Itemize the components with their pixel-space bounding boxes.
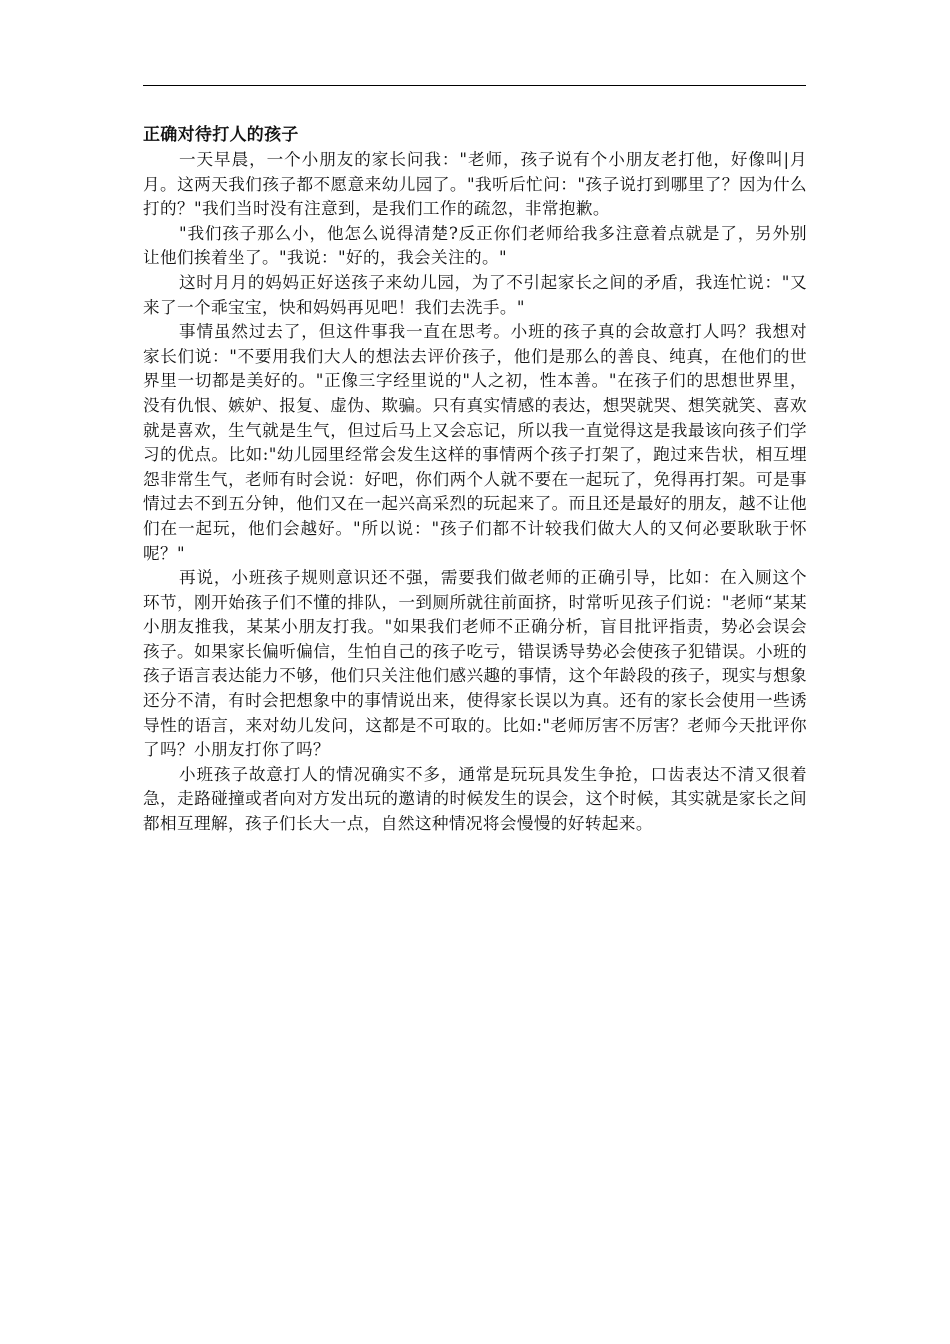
document-body: [143, 122, 807, 837]
paragraph-5: 再说，小班孩子规则意识还不强，需要我们做老师的正确引导，比如：在入厕这个环节，刚开始孩子们不懂的排队，一到厕所就往前面挤，时常听见孩子们说："老师“某某小朋友推我，某某小朋友打我。"如果我们老师不正确分析，盲目批评指责，势必会误会孩子。如果家长偏听偏信，生怕自己的孩子吃亏，错误诱导势必会使孩子犯错误。小班的孩子语言表达能力不够，他们只关注他们感兴趣的事情，这个年龄段的孩子，现实与想象还分不清，有时会把想象中的事情说出来，使得家长误以为真。还有的家长会使用一些诱导性的语言，来对幼儿发问，这都是不可取的。比如:"老师厉害不厉害？老师今天批评你了吗？小朋友打你了吗？: [143, 568, 807, 760]
paragraph-6: 小班孩子故意打人的情况确实不多，通常是玩玩具发生争抢，口齿表达不清又很着急，走路碰撞或者向对方发出玩的邀请的时候发生的误会，这个时候，其实就是家长之间都相互理解，孩子们长大一点，自然这种情况将会慢慢的好转起来。: [143, 764, 807, 834]
header-rule: [143, 85, 806, 86]
paragraph-4: 事情虽然过去了，但这件事我一直在思考。小班的孩子真的会故意打人吗？我想对家长们说："不要用我们大人的想法去评价孩子，他们是那么的善良、纯真，在他们的世界里一切都是美好的。"正像三字经里说的"人之初，性本善。"在孩子们的思想世界里，没有仇恨、嫉妒、报复、虚伪、欺骗。只有真实情感的表达，想哭就哭、想笑就笑、喜欢就是喜欢，生气就是生气，但过后马上又会忘记，所以我一直觉得这是我最该向孩子们学习的优点。比如:"幼儿园里经常会发生这样的事情两个孩子打架了，跑过来告状，相互埋怨非常生气，老师有时会说：好吧，你们两个人就不要在一起玩了，免得再打架。可是事情过去不到五分钟，他们又在一起兴高采烈的玩起来了。而且还是最好的朋友，越不让他们在一起玩，他们会越好。"所以说："孩子们都不计较我们做大人的又何必要耿耿于怀呢？": [143, 322, 807, 563]
document-title: 正确对待打人的孩子: [143, 125, 299, 145]
paragraph-3: 这时月月的妈妈正好送孩子来幼儿园，为了不引起家长之间的矛盾，我连忙说："又来了一个乖宝宝，快和妈妈再见吧！我们去洗手。": [143, 272, 807, 317]
paragraph-2: "我们孩子那么小，他怎么说得清楚?反正你们老师给我多注意着点就是了，另外别让他们挨着坐了。"我说："好的，我会关注的。": [143, 223, 807, 268]
paragraph-1: 一天早晨，一个小朋友的家长问我："老师，孩子说有个小朋友老打他，好像叫|月月。这两天我们孩子都不愿意来幼儿园了。"我听后忙问："孩子说打到哪里了？因为什么打的？"我们当时没有注意到，是我们工作的疏忽，非常抱歉。: [143, 150, 807, 219]
